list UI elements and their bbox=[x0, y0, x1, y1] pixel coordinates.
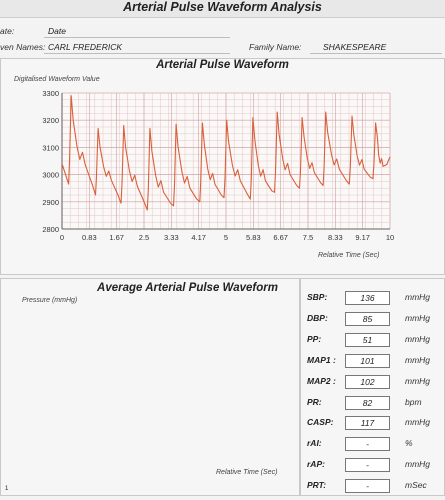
waveform-y-axis-label: Digitalised Waveform Value bbox=[14, 76, 100, 83]
stat-value-field: - bbox=[345, 458, 390, 472]
waveform-x-tick-label: 5.83 bbox=[246, 233, 261, 242]
stat-unit: mmHg bbox=[405, 312, 431, 323]
stat-value-field: - bbox=[345, 479, 390, 493]
stat-unit: mmHg bbox=[405, 333, 431, 344]
page-number: 1 bbox=[5, 486, 9, 492]
waveform-x-tick-label: 2.5 bbox=[138, 233, 150, 242]
waveform-y-tick-label: 2900 bbox=[42, 197, 59, 207]
stat-unit: mmHg bbox=[405, 459, 431, 470]
stat-label: PR: bbox=[307, 396, 322, 407]
stat-unit: mSec bbox=[405, 480, 427, 491]
waveform-y-tick-label: 3200 bbox=[42, 116, 59, 126]
stat-unit: bpm bbox=[405, 396, 422, 407]
stat-value-field: 82 bbox=[345, 396, 390, 410]
waveform-x-tick-label: 7.5 bbox=[302, 233, 314, 242]
stat-label: MAP2 : bbox=[307, 375, 336, 386]
average-y-axis-label: Pressure (mmHg) bbox=[22, 297, 78, 304]
stat-label: DBP: bbox=[307, 312, 328, 323]
waveform-y-tick-label: 3100 bbox=[42, 143, 59, 153]
waveform-x-tick-label: 10 bbox=[385, 233, 395, 242]
stat-value-field: 85 bbox=[345, 312, 390, 326]
stat-value-field: 101 bbox=[345, 354, 390, 368]
waveform-x-tick-label: 8.33 bbox=[328, 233, 343, 242]
stat-label: MAP1 : bbox=[307, 354, 336, 365]
stat-value-field: 51 bbox=[345, 333, 390, 347]
stat-label: PP: bbox=[307, 333, 322, 344]
stat-unit: mmHg bbox=[405, 354, 431, 365]
waveform-x-tick-label: 0 bbox=[59, 233, 65, 242]
stat-unit: % bbox=[405, 438, 413, 449]
stat-label: rAP: bbox=[307, 459, 325, 470]
family-name-label: Family Name: bbox=[249, 42, 302, 52]
average-x-axis-label: Relative Time (Sec) bbox=[216, 469, 278, 476]
stat-label: CASP: bbox=[307, 417, 334, 428]
waveform-x-tick-label: 6.67 bbox=[273, 233, 288, 242]
family-name-value: SHAKESPEARE bbox=[323, 42, 387, 52]
waveform-x-tick-label: 3.33 bbox=[164, 233, 179, 242]
average-panel bbox=[0, 278, 300, 496]
waveform-y-tick-label: 3300 bbox=[42, 89, 59, 98]
date-label: ate: bbox=[0, 26, 15, 36]
stat-label: SBP: bbox=[307, 292, 328, 302]
waveform-x-axis-label: Relative Time (Sec) bbox=[318, 252, 380, 259]
waveform-chart-title: Arterial Pulse Waveform bbox=[156, 59, 289, 71]
stat-label: PRT: bbox=[307, 480, 327, 491]
average-chart-title: Average Arterial Pulse Waveform bbox=[97, 282, 278, 294]
stat-unit: mmHg bbox=[405, 417, 431, 428]
waveform-y-tick-label: 3000 bbox=[42, 170, 59, 180]
waveform-x-tick-label: 4.17 bbox=[191, 233, 206, 242]
given-names-value: CARL FREDERICK bbox=[48, 42, 122, 52]
stat-value-field: 136 bbox=[345, 291, 390, 305]
page-title: Arterial Pulse Waveform Analysis bbox=[123, 0, 322, 14]
stat-value-field: 117 bbox=[345, 416, 390, 430]
given-names-label: ven Names: bbox=[0, 42, 46, 52]
waveform-x-tick-label: 9.17 bbox=[355, 233, 370, 242]
stat-label: rAI: bbox=[307, 438, 322, 449]
waveform-x-tick-label: 5 bbox=[223, 233, 229, 242]
waveform-y-tick-label: 2800 bbox=[42, 225, 59, 234]
stat-value-field: 102 bbox=[345, 375, 390, 389]
date-value: Date bbox=[48, 26, 66, 36]
waveform-x-tick-label: 0.83 bbox=[82, 233, 97, 242]
stat-unit: mmHg bbox=[405, 292, 431, 302]
waveform-x-tick-label: 1.67 bbox=[109, 233, 124, 242]
stat-unit: mmHg bbox=[405, 375, 431, 386]
stat-value-field: - bbox=[345, 437, 390, 451]
